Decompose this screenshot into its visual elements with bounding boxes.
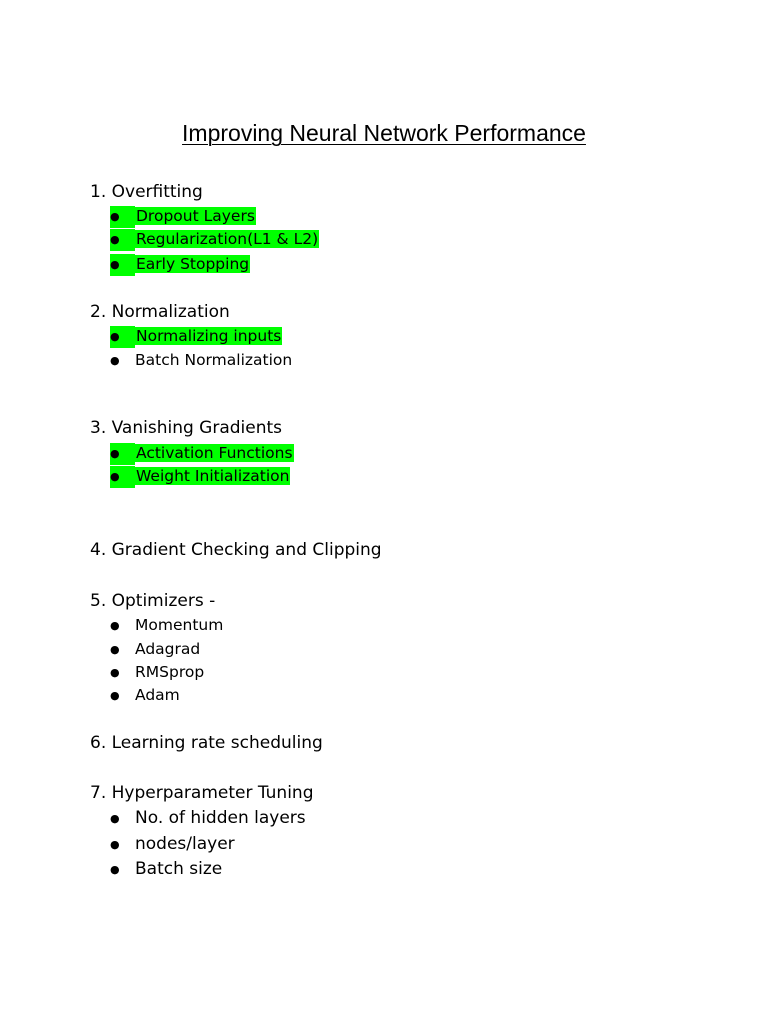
list-item [110, 684, 180, 707]
list-item-text: Momentum [135, 616, 224, 634]
list-item-text: nodes/layer [135, 834, 235, 854]
bullet-icon: ● [110, 838, 120, 851]
section-heading-learning-rate: 6. Learning rate scheduling [90, 733, 323, 753]
bullet-icon: ● [110, 689, 120, 702]
list-item [110, 442, 294, 465]
page-title: Improving Neural Network Performance [182, 120, 586, 146]
list-item [110, 205, 256, 228]
bullet-icon: ● [110, 443, 135, 465]
list-item-text: Early Stopping [136, 255, 250, 273]
bullet-icon: ● [110, 643, 120, 656]
section-heading-overfitting: 1. Overfitting [90, 182, 203, 202]
list-item [110, 807, 306, 830]
list-item-text: Adam [135, 686, 180, 704]
bullet-icon: ● [110, 206, 135, 228]
bullet-icon: ● [110, 254, 135, 276]
bullet-icon: ● [110, 326, 135, 348]
list-item [110, 253, 250, 276]
bullet-icon: ● [110, 619, 120, 632]
bullet-icon: ● [110, 354, 120, 367]
section-heading-vanishing-gradients: 3. Vanishing Gradients [90, 418, 283, 438]
list-item [110, 228, 319, 251]
section-heading-normalization: 2. Normalization [90, 302, 230, 322]
list-item [110, 614, 223, 637]
bullet-icon: ● [110, 229, 135, 251]
list-item-text: Adagrad [135, 640, 201, 658]
list-item-text: Activation Functions [136, 444, 293, 462]
list-item-text: Batch size [135, 859, 223, 879]
list-item-text: Dropout Layers [136, 207, 255, 225]
bullet-icon: ● [110, 666, 120, 679]
list-item-text: Batch Normalization [135, 351, 293, 369]
list-item [110, 465, 290, 488]
section-heading-gradient-checking: 4. Gradient Checking and Clipping [90, 540, 382, 560]
section-heading-optimizers: 5. Optimizers - [90, 591, 216, 611]
list-item [110, 638, 200, 661]
bullet-icon: ● [110, 812, 120, 825]
list-item [110, 833, 235, 856]
list-item [110, 349, 292, 372]
list-item [110, 661, 204, 684]
list-item [110, 858, 222, 881]
list-item-text: Regularization(L1 & L2) [136, 230, 319, 248]
list-item-text: RMSprop [135, 663, 205, 681]
list-item [110, 325, 282, 348]
section-heading-hyperparameter-tuning: 7. Hyperparameter Tuning [90, 783, 314, 803]
list-item-text: Weight Initialization [136, 467, 290, 485]
list-item-text: Normalizing inputs [136, 327, 282, 345]
bullet-icon: ● [110, 863, 120, 876]
bullet-icon: ● [110, 466, 135, 488]
list-item-text: No. of hidden layers [135, 808, 306, 828]
